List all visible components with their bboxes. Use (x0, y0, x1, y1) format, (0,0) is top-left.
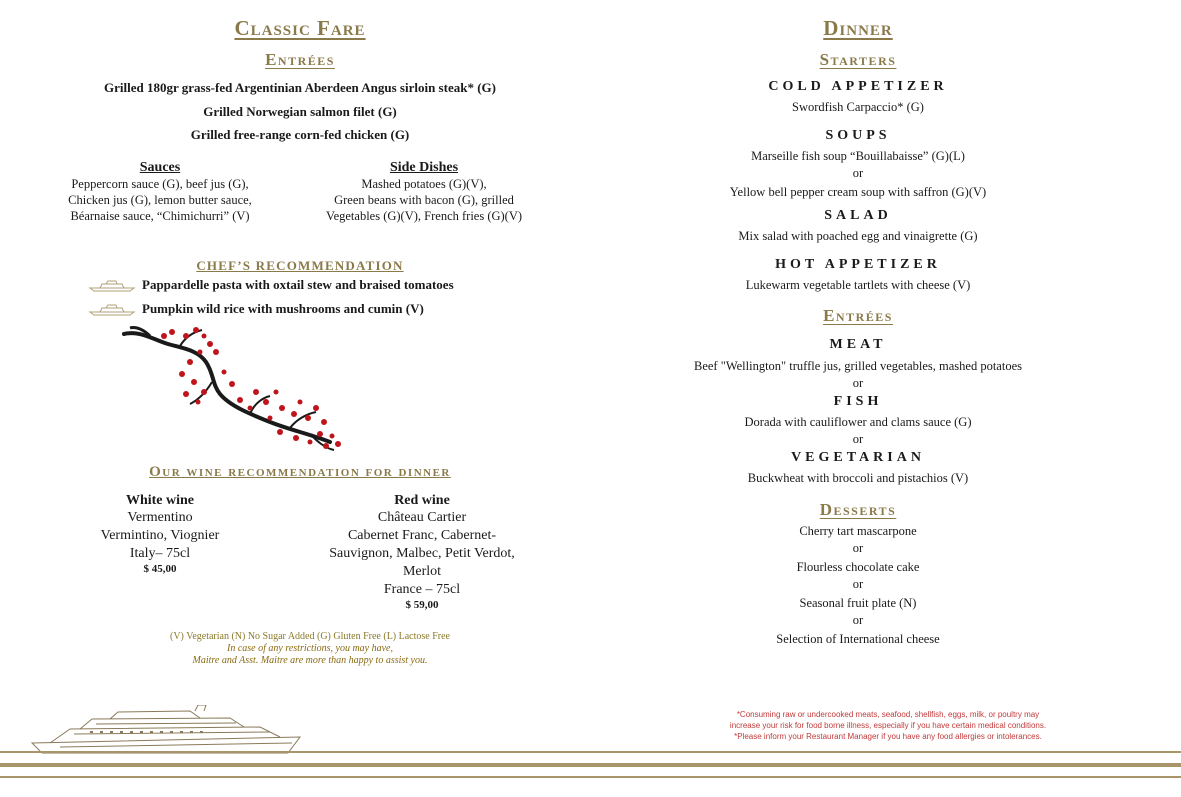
or-separator: or (852, 376, 864, 390)
dessert-item: Selection of International cheese (776, 632, 940, 646)
white-wine-line: Vermintino, Viognier (100, 528, 220, 543)
red-wine-line: Cabernet Franc, Cabernet- (347, 528, 497, 543)
sides-block (300, 160, 548, 224)
sauces-line: Béarnaise sauce, “Chimichurri” (V) (70, 209, 250, 223)
red-wine-line: Sauvignon, Malbec, Petit Verdot, (329, 546, 515, 561)
white-wine-label: White wine (125, 493, 195, 508)
food-safety-footnote-line: *Consuming raw or undercooked meats, seafood, shellfish, eggs, milk, or poultry may (736, 710, 1040, 719)
restriction-note-line: Maitre and Asst. Maitre are more than happy to assist you. (192, 655, 428, 666)
or-separator: or (852, 541, 864, 555)
meat-label: MEAT (829, 337, 887, 352)
ship-bullet-icon (88, 302, 138, 316)
soup-dish: Yellow bell pepper cream soup with saffron (G)(V) (729, 185, 987, 199)
entree-item: Grilled 180gr grass-fed Argentinian Aberdeen Angus sirloin steak* (G) (104, 80, 496, 95)
starters-title: Starters (819, 50, 897, 69)
chef-recommendation-title: CHEF’S RECOMMENDATION (196, 258, 404, 273)
left-entrees-title: Entrées (265, 50, 335, 69)
cherry-blossom-branch-image (120, 322, 350, 454)
chef-item-row (88, 276, 454, 294)
chef-item: Pappardelle pasta with oxtail stew and braised tomatoes (142, 277, 454, 292)
cold-appetizer-dish: Swordfish Carpaccio* (G) (792, 100, 924, 114)
white-wine-line: Vermentino (127, 510, 193, 525)
sauces-block (40, 160, 280, 224)
desserts-title: Desserts (819, 500, 897, 519)
red-wine-line: France – 75cl (383, 582, 461, 597)
sides-line: Mashed potatoes (G)(V), (361, 177, 487, 191)
sides-line: Vegetables (G)(V), French fries (G)(V) (325, 209, 523, 223)
white-wine-line: Italy– 75cl (129, 546, 191, 561)
classic-fare-title: Classic Fare (234, 16, 366, 40)
dessert-item: Seasonal fruit plate (N) (799, 596, 917, 610)
dessert-item: Flourless chocolate cake (796, 560, 920, 574)
bottom-rule (0, 763, 1181, 767)
or-separator: or (852, 613, 864, 627)
ship-bullet-icon (88, 278, 138, 292)
chef-item-row (88, 300, 424, 318)
dietary-legend: (V) Vegetarian (N) No Sugar Added (G) Gluten Free (L) Lactose Free (170, 631, 450, 642)
salad-label: SALAD (824, 208, 892, 223)
wine-recommendation-title: Our wine recommendation for dinner (149, 464, 451, 480)
red-wine-line: Château Cartier (377, 510, 467, 525)
red-wine-price: $ 59,00 (405, 599, 439, 611)
soup-dish: Marseille fish soup “Bouillabaisse” (G)(L) (751, 149, 965, 163)
red-wine-line: Merlot (402, 564, 442, 579)
white-wine-price: $ 45,00 (143, 563, 177, 575)
entree-item: Grilled Norwegian salmon filet (G) (203, 104, 397, 119)
sides-line: Green beans with bacon (G), grilled (334, 193, 514, 207)
hot-appetizer-dish: Lukewarm vegetable tartlets with cheese (V) (745, 278, 971, 292)
cold-appetizer-label: COLD APPETIZER (768, 79, 948, 94)
sides-title: Side Dishes (389, 160, 459, 175)
hot-appetizer-label: HOT APPETIZER (775, 257, 941, 272)
dessert-item: Cherry tart mascarpone (799, 524, 917, 538)
entree-item: Grilled free-range corn-fed chicken (G) (190, 127, 410, 142)
sauces-line: Peppercorn sauce (G), beef jus (G), (71, 177, 249, 191)
bottom-rule (0, 776, 1181, 778)
or-separator: or (852, 577, 864, 591)
restriction-note-line: In case of any restrictions, you may have, (227, 643, 393, 654)
or-separator: or (852, 166, 864, 180)
food-safety-footnote-line: *Please inform your Restaurant Manager if you have any food allergies or intolerances. (734, 732, 1042, 741)
food-safety-footnote-line: increase your risk for food borne illness, especially if you have certain medical conditions. (729, 721, 1047, 730)
bottom-rule (0, 751, 1181, 753)
red-wine-block (310, 493, 534, 611)
chef-item: Pumpkin wild rice with mushrooms and cumin (V) (142, 301, 424, 316)
right-entrees-title: Entrées (823, 306, 893, 325)
cruise-ship-image (30, 705, 305, 757)
sauces-title: Sauces (139, 160, 181, 175)
red-wine-label: Red wine (394, 493, 450, 508)
vegetarian-label: VEGETARIAN (791, 450, 925, 465)
sauces-line: Chicken jus (G), lemon butter sauce, (68, 193, 252, 207)
or-separator: or (852, 432, 864, 446)
dinner-title: Dinner (823, 16, 893, 40)
fish-label: FISH (833, 394, 883, 409)
salad-dish: Mix salad with poached egg and vinaigrette (G) (738, 229, 978, 243)
vegetarian-dish: Buckwheat with broccoli and pistachios (V) (747, 471, 969, 485)
white-wine-block (80, 493, 240, 575)
fish-dish: Dorada with cauliflower and clams sauce (G) (744, 415, 972, 429)
meat-dish: Beef "Wellington" truffle jus, grilled vegetables, mashed potatoes (694, 359, 1022, 373)
soups-label: SOUPS (825, 128, 891, 143)
